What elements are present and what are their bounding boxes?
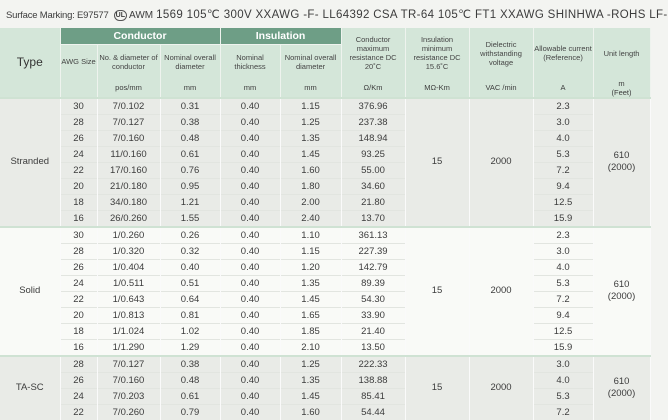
- current-cell: 5.3: [533, 275, 593, 291]
- unit-length-cell: [593, 98, 650, 227]
- unit-m-text: m: [618, 78, 625, 88]
- insulation-diameter-cell: 1.35: [280, 372, 341, 388]
- table-row: [0, 307, 650, 323]
- unit-a: A: [533, 79, 593, 98]
- thickness-cell: 0.40: [220, 356, 280, 373]
- table-row: [0, 114, 650, 130]
- diameter-cell: 0.38: [160, 356, 220, 373]
- insulation-diameter-cell: 1.80: [280, 178, 341, 194]
- thickness-cell: 0.40: [220, 98, 280, 115]
- resistance-cell: 21.80: [341, 194, 405, 210]
- conductor-cell: 1/1.024: [97, 323, 160, 339]
- diameter-cell: 0.31: [160, 98, 220, 115]
- conductor-cell: 11/0.160: [97, 146, 160, 162]
- conductor-cell: 7/0.160: [97, 130, 160, 146]
- diameter-cell: 0.26: [160, 227, 220, 244]
- current-cell: 12.5: [533, 194, 593, 210]
- current-cell: 4.0: [533, 130, 593, 146]
- col-insulation-overall-diameter: Nominal overall diameter: [280, 45, 341, 79]
- awg-cell: 16: [60, 210, 97, 227]
- table-row: [0, 323, 650, 339]
- resistance-cell: 142.79: [341, 259, 405, 275]
- thickness-cell: 0.40: [220, 372, 280, 388]
- dielectric-cell: 2000: [469, 98, 533, 227]
- resistance-cell: 361.13: [341, 227, 405, 244]
- unit-length-m: 610: [613, 150, 630, 161]
- unit-pos: pos/mm: [97, 79, 160, 98]
- unit-feet-text: (Feet): [611, 87, 632, 97]
- conductor-cell: 1/0.404: [97, 259, 160, 275]
- insulation-diameter-cell: 1.25: [280, 356, 341, 373]
- awg-cell: 28: [60, 114, 97, 130]
- awg-cell: 20: [60, 178, 97, 194]
- insulation-diameter-cell: 1.15: [280, 243, 341, 259]
- table-row: [0, 146, 650, 162]
- awg-cell: 20: [60, 307, 97, 323]
- awg-cell: 30: [60, 227, 97, 244]
- table-row: [0, 259, 650, 275]
- unit-length-m: 610: [613, 376, 630, 387]
- table-row: [0, 194, 650, 210]
- diameter-cell: 0.79: [160, 404, 220, 420]
- col-type: Type: [0, 28, 60, 98]
- resistance-cell: 33.90: [341, 307, 405, 323]
- resistance-cell: 85.41: [341, 388, 405, 404]
- thickness-cell: 0.40: [220, 114, 280, 130]
- awg-cell: 24: [60, 146, 97, 162]
- diameter-cell: 0.48: [160, 130, 220, 146]
- current-cell: 2.3: [533, 227, 593, 244]
- table-row: [0, 275, 650, 291]
- thickness-cell: 0.40: [220, 162, 280, 178]
- insulation-diameter-cell: 1.85: [280, 323, 341, 339]
- conductor-cell: 1/0.320: [97, 243, 160, 259]
- current-cell: 7.2: [533, 162, 593, 178]
- resistance-cell: 148.94: [341, 130, 405, 146]
- col-nominal-thickness: Nominal thickness: [220, 45, 280, 79]
- insulation-diameter-cell: 1.20: [280, 259, 341, 275]
- table-row: [0, 404, 650, 420]
- insulation-diameter-cell: 1.10: [280, 227, 341, 244]
- awg-cell: 16: [60, 339, 97, 356]
- resistance-cell: 34.60: [341, 178, 405, 194]
- insulation-diameter-cell: 1.25: [280, 114, 341, 130]
- unit-length-feet: (2000): [607, 291, 636, 302]
- table-row: [0, 243, 650, 259]
- resistance-cell: 93.25: [341, 146, 405, 162]
- col-overall-diameter: Nominal overall diameter: [160, 45, 220, 79]
- col-awg-size: AWG Size: [60, 45, 97, 79]
- current-cell: 7.2: [533, 291, 593, 307]
- resistance-cell: 237.38: [341, 114, 405, 130]
- col-number-diameter: No. & diameter of conductor: [97, 45, 160, 79]
- conductor-cell: 7/0.127: [97, 356, 160, 373]
- current-cell: 15.9: [533, 210, 593, 227]
- insulation-diameter-cell: 1.15: [280, 98, 341, 115]
- table-body: [0, 98, 650, 420]
- current-cell: 4.0: [533, 372, 593, 388]
- surface-marking-label: Surface Marking: E97577: [6, 10, 109, 21]
- thickness-cell: 0.40: [220, 307, 280, 323]
- unit-length-cell: [593, 227, 650, 356]
- awg-cell: 22: [60, 162, 97, 178]
- table-row: [0, 291, 650, 307]
- col-allowable-current: Allowable current (Reference): [533, 28, 593, 79]
- thickness-cell: 0.40: [220, 323, 280, 339]
- awg-cell: 22: [60, 291, 97, 307]
- dielectric-cell: 2000: [469, 227, 533, 356]
- resistance-cell: 376.96: [341, 98, 405, 115]
- header-row-1: [0, 28, 650, 45]
- conductor-cell: 7/0.127: [97, 114, 160, 130]
- insulation-resistance-cell: 15: [405, 356, 469, 420]
- current-cell: 3.0: [533, 356, 593, 373]
- surface-marking: [6, 7, 668, 23]
- current-cell: 7.2: [533, 404, 593, 420]
- unit-vac: VAC /min: [469, 79, 533, 98]
- awg-cell: 18: [60, 323, 97, 339]
- dielectric-cell: 2000: [469, 356, 533, 420]
- unit-mm-diameter: mm: [160, 79, 220, 98]
- diameter-cell: 1.21: [160, 194, 220, 210]
- current-cell: 15.9: [533, 339, 593, 356]
- unit-length-m: 610: [613, 279, 630, 290]
- awg-cell: 24: [60, 388, 97, 404]
- current-cell: 2.3: [533, 98, 593, 115]
- unit-m: [593, 79, 650, 98]
- thickness-cell: 0.40: [220, 194, 280, 210]
- resistance-cell: 227.39: [341, 243, 405, 259]
- unit-mohm: MΩ-Km: [405, 79, 469, 98]
- current-cell: 4.0: [533, 259, 593, 275]
- insulation-diameter-cell: 1.45: [280, 291, 341, 307]
- resistance-cell: 89.39: [341, 275, 405, 291]
- diameter-cell: 0.61: [160, 388, 220, 404]
- conductor-cell: 17/0.160: [97, 162, 160, 178]
- insulation-diameter-cell: 2.10: [280, 339, 341, 356]
- conductor-cell: 34/0.180: [97, 194, 160, 210]
- diameter-cell: 0.38: [160, 114, 220, 130]
- thickness-cell: 0.40: [220, 259, 280, 275]
- resistance-cell: 55.00: [341, 162, 405, 178]
- current-cell: 12.5: [533, 323, 593, 339]
- thickness-cell: 0.40: [220, 291, 280, 307]
- conductor-cell: 1/0.511: [97, 275, 160, 291]
- current-cell: 9.4: [533, 178, 593, 194]
- diameter-cell: 0.95: [160, 178, 220, 194]
- table-row: [0, 356, 650, 373]
- conductor-cell: 7/0.102: [97, 98, 160, 115]
- table-row: [0, 98, 650, 115]
- thickness-cell: 0.40: [220, 339, 280, 356]
- thickness-cell: 0.40: [220, 404, 280, 420]
- unit-mm-thickness: mm: [220, 79, 280, 98]
- table-row: [0, 178, 650, 194]
- awg-cell: 26: [60, 259, 97, 275]
- conductor-cell: 7/0.203: [97, 388, 160, 404]
- type-cell: Stranded: [0, 98, 60, 227]
- conductor-cell: 21/0.180: [97, 178, 160, 194]
- units-row: [0, 79, 650, 98]
- insulation-diameter-cell: 1.35: [280, 130, 341, 146]
- resistance-cell: 54.44: [341, 404, 405, 420]
- conductor-cell: 1/0.813: [97, 307, 160, 323]
- unit-length-feet: (2000): [607, 162, 636, 173]
- current-cell: 3.0: [533, 243, 593, 259]
- table-row: [0, 339, 650, 356]
- unit-length-cell: [593, 356, 650, 420]
- awm-label: AWM: [129, 10, 154, 21]
- thickness-cell: 0.40: [220, 243, 280, 259]
- diameter-cell: 0.76: [160, 162, 220, 178]
- awg-cell: 26: [60, 372, 97, 388]
- resistance-cell: 222.33: [341, 356, 405, 373]
- thickness-cell: 0.40: [220, 210, 280, 227]
- diameter-cell: 0.48: [160, 372, 220, 388]
- thickness-cell: 0.40: [220, 146, 280, 162]
- insulation-diameter-cell: 1.45: [280, 146, 341, 162]
- col-conductor-resistance: Conductor maximum resistance DC 20˚C: [341, 28, 405, 79]
- conductor-cell: 1/0.643: [97, 291, 160, 307]
- table-row: [0, 227, 650, 244]
- resistance-cell: 138.88: [341, 372, 405, 388]
- resistance-cell: 13.70: [341, 210, 405, 227]
- resistance-cell: 54.30: [341, 291, 405, 307]
- awg-cell: 26: [60, 130, 97, 146]
- diameter-cell: 0.40: [160, 259, 220, 275]
- unit-mm-ins-diameter: mm: [280, 79, 341, 98]
- awg-cell: 28: [60, 243, 97, 259]
- awg-cell: 28: [60, 356, 97, 373]
- thickness-cell: 0.40: [220, 275, 280, 291]
- awg-cell: 30: [60, 98, 97, 115]
- thickness-cell: 0.40: [220, 388, 280, 404]
- diameter-cell: 1.29: [160, 339, 220, 356]
- diameter-cell: 1.02: [160, 323, 220, 339]
- insulation-diameter-cell: 1.60: [280, 404, 341, 420]
- awg-cell: 22: [60, 404, 97, 420]
- col-insulation-resistance: Insulation minimum resistance DC 15.6˚C: [405, 28, 469, 79]
- unit-ohm: Ω/Km: [341, 79, 405, 98]
- unit-awg: [60, 79, 97, 98]
- insulation-diameter-cell: 1.45: [280, 388, 341, 404]
- diameter-cell: 0.61: [160, 146, 220, 162]
- col-unit-length: Unit length: [593, 28, 650, 79]
- diameter-cell: 1.55: [160, 210, 220, 227]
- diameter-cell: 0.32: [160, 243, 220, 259]
- thickness-cell: 0.40: [220, 178, 280, 194]
- type-cell: Solid: [0, 227, 60, 356]
- table-row: [0, 388, 650, 404]
- insulation-diameter-cell: 2.40: [280, 210, 341, 227]
- unit-length-feet: (2000): [607, 388, 636, 399]
- resistance-cell: 21.40: [341, 323, 405, 339]
- thickness-cell: 0.40: [220, 130, 280, 146]
- conductor-cell: 1/1.290: [97, 339, 160, 356]
- awg-cell: 18: [60, 194, 97, 210]
- thickness-cell: 0.40: [220, 227, 280, 244]
- diameter-cell: 0.64: [160, 291, 220, 307]
- insulation-diameter-cell: 1.35: [280, 275, 341, 291]
- surface-marking-text: 1569 105℃ 300V XXAWG -F- LL64392 CSA TR-64 105℃ FT1 XXAWG SHINHWA -ROHS LF-: [156, 9, 668, 21]
- cable-spec-table: [0, 28, 651, 420]
- diameter-cell: 0.51: [160, 275, 220, 291]
- insulation-diameter-cell: 2.00: [280, 194, 341, 210]
- awg-cell: 24: [60, 275, 97, 291]
- group-conductor: Conductor: [60, 28, 220, 45]
- ul-logo: UL: [115, 12, 126, 19]
- current-cell: 5.3: [533, 388, 593, 404]
- insulation-diameter-cell: 1.60: [280, 162, 341, 178]
- table-row: [0, 130, 650, 146]
- type-cell: TA-SC: [0, 356, 60, 420]
- conductor-cell: 7/0.160: [97, 372, 160, 388]
- table-row: [0, 162, 650, 178]
- current-cell: 9.4: [533, 307, 593, 323]
- insulation-resistance-cell: 15: [405, 227, 469, 356]
- col-dielectric: Dielectric withstanding voltage: [469, 28, 533, 79]
- conductor-cell: 1/0.260: [97, 227, 160, 244]
- conductor-cell: 26/0.260: [97, 210, 160, 227]
- conductor-cell: 7/0.260: [97, 404, 160, 420]
- insulation-resistance-cell: 15: [405, 98, 469, 227]
- group-insulation: Insulation: [220, 28, 341, 45]
- insulation-diameter-cell: 1.65: [280, 307, 341, 323]
- current-cell: 3.0: [533, 114, 593, 130]
- table-row: [0, 210, 650, 227]
- current-cell: 5.3: [533, 146, 593, 162]
- resistance-cell: 13.50: [341, 339, 405, 356]
- table-row: [0, 372, 650, 388]
- diameter-cell: 0.81: [160, 307, 220, 323]
